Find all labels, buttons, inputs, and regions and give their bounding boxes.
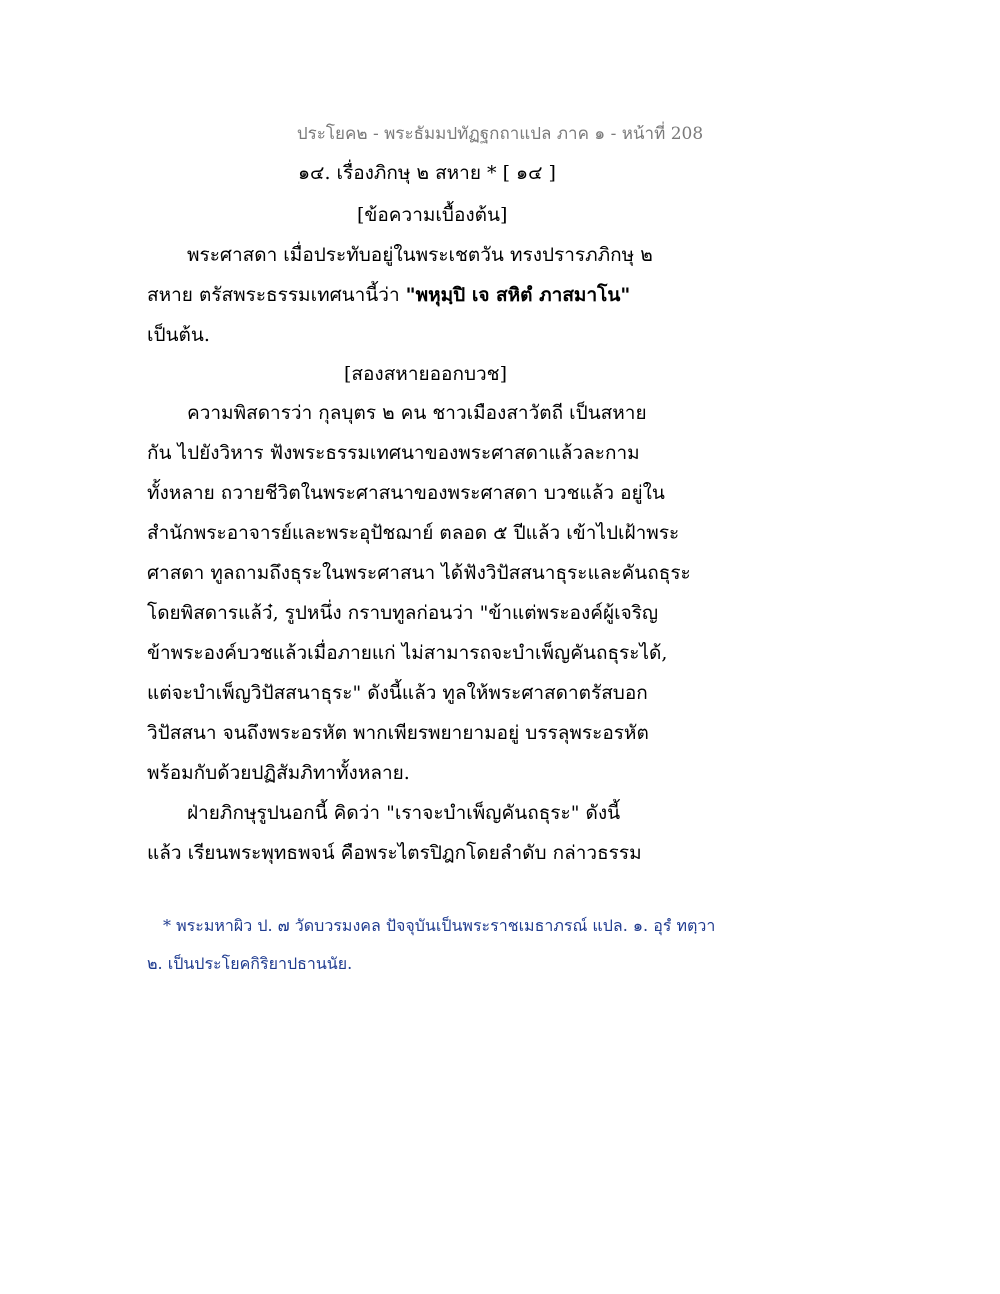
opening-line-1: พระศาสดา เมื่อประทับอยู่ในพระเชตวัน ทรงปรารภภิกษุ ๒ [187,244,653,266]
paragraph1-line: ทั้งหลาย ถวายชีวิตในพระศาสนาของพระศาสดา บวชแล้ว อยู่ใน [147,482,665,504]
story-title: ๑๔. เรื่องภิกษุ ๒ สหาย * [ ๑๔ ] [298,162,556,184]
paragraph1-line: พร้อมกับด้วยปฏิสัมภิทาทั้งหลาย. [147,762,410,784]
section-heading: [สองสหายออกบวช] [344,363,507,385]
opening-line-2 [147,280,630,310]
paragraph1-line: วิปัสสนา จนถึงพระอรหัต พากเพียรพยายามอยู่ บรรลุพระอรหัต [147,722,649,744]
running-header: ประโยค๒ - พระธัมมปทัฏฐกถาแปล ภาค ๑ - หน้าที่ 208 [296,124,704,144]
pali-verse-quote: "พหุมฺปิ เจ สหิตํ ภาสมาโน" [405,284,631,306]
paragraph1-line: โดยพิสดารแล้ว๋, รูปหนึ่ง กราบทูลก่อนว่า "ข้าแต่พระองค์ผู้เจริญ [147,602,659,624]
footnote-line-1: * พระมหาผิว ป. ๗ วัดบวรมงคล ปัจจุบันเป็นพระราชเมธาภรณ์ แปล. ๑. อุรํ ทตฺวา [163,916,716,935]
opening-heading: [ข้อความเบื้องต้น] [357,204,508,226]
paragraph1-line: ความพิสดารว่า กุลบุตร ๒ คน ชาวเมืองสาวัตถี เป็นสหาย [187,402,647,424]
opening-line-3: เป็นต้น. [147,324,210,346]
paragraph1-line: ข้าพระองค์บวชแล้วเมื่อภายแก่ ไม่สามารถจะบำเพ็ญคันถธุระได้, [147,642,668,664]
paragraph1-line: สำนักพระอาจารย์และพระอุปัชฌาย์ ตลอด ๕ ปีแล้ว เข้าไปเฝ้าพระ [147,522,680,544]
opening-line-2-text: สหาย ตรัสพระธรรมเทศนานี้ว่า [147,284,406,306]
paragraph2-line: แล้ว เรียนพระพุทธพจน์ คือพระไตรปิฎกโดยลำดับ กล่าวธรรม [147,842,642,864]
paragraph1-line: กัน ไปยังวิหาร ฟังพระธรรมเทศนาของพระศาสดาแล้วละกาม [147,442,640,464]
paragraph1-line: แต่จะบำเพ็ญวิปัสสนาธุระ" ดังนี้แล้ว ทูลให้พระศาสดาตรัสบอก [147,682,648,704]
footnote-line-2: ๒. เป็นประโยคกิริยาปธานนัย. [147,954,353,973]
paragraph1-line: ศาสดา ทูลถามถึงธุระในพระศาสนา ได้ฟังวิปัสสนาธุระและคันถธุระ [147,562,691,584]
paragraph2-line: ฝ่ายภิกษุรูปนอกนี้ คิดว่า "เราจะบำเพ็ญคันถธุระ" ดังนี้ [187,802,621,824]
